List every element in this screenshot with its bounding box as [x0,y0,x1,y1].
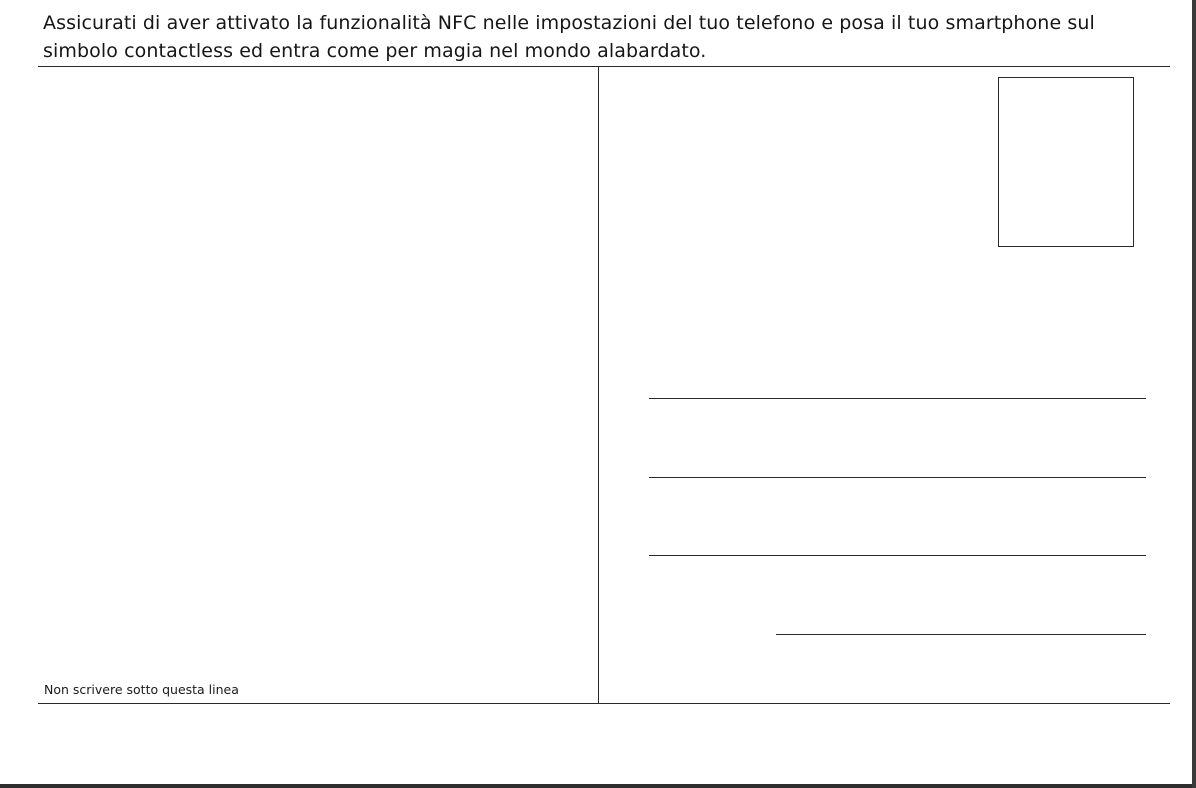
address-line-4 [776,634,1146,635]
header-rule [38,66,1170,67]
do-not-write-note: Non scrivere sotto questa linea [44,682,239,697]
address-line-1 [649,398,1146,399]
stamp-box [998,77,1134,247]
scan-edge-bottom [0,784,1196,788]
scan-edge-right [1192,0,1196,788]
nfc-instructions-text: Assicurati di aver attivato la funzionalità NFC nelle impostazioni del tuo telefono e posa il tuo smartphone sul simbolo contactless ed entra come per magia nel mondo alabardato. [43,12,1095,62]
message-address-divider [598,66,599,704]
address-line-3 [649,555,1146,556]
bottom-rule [38,703,1170,704]
address-line-2 [649,477,1146,478]
